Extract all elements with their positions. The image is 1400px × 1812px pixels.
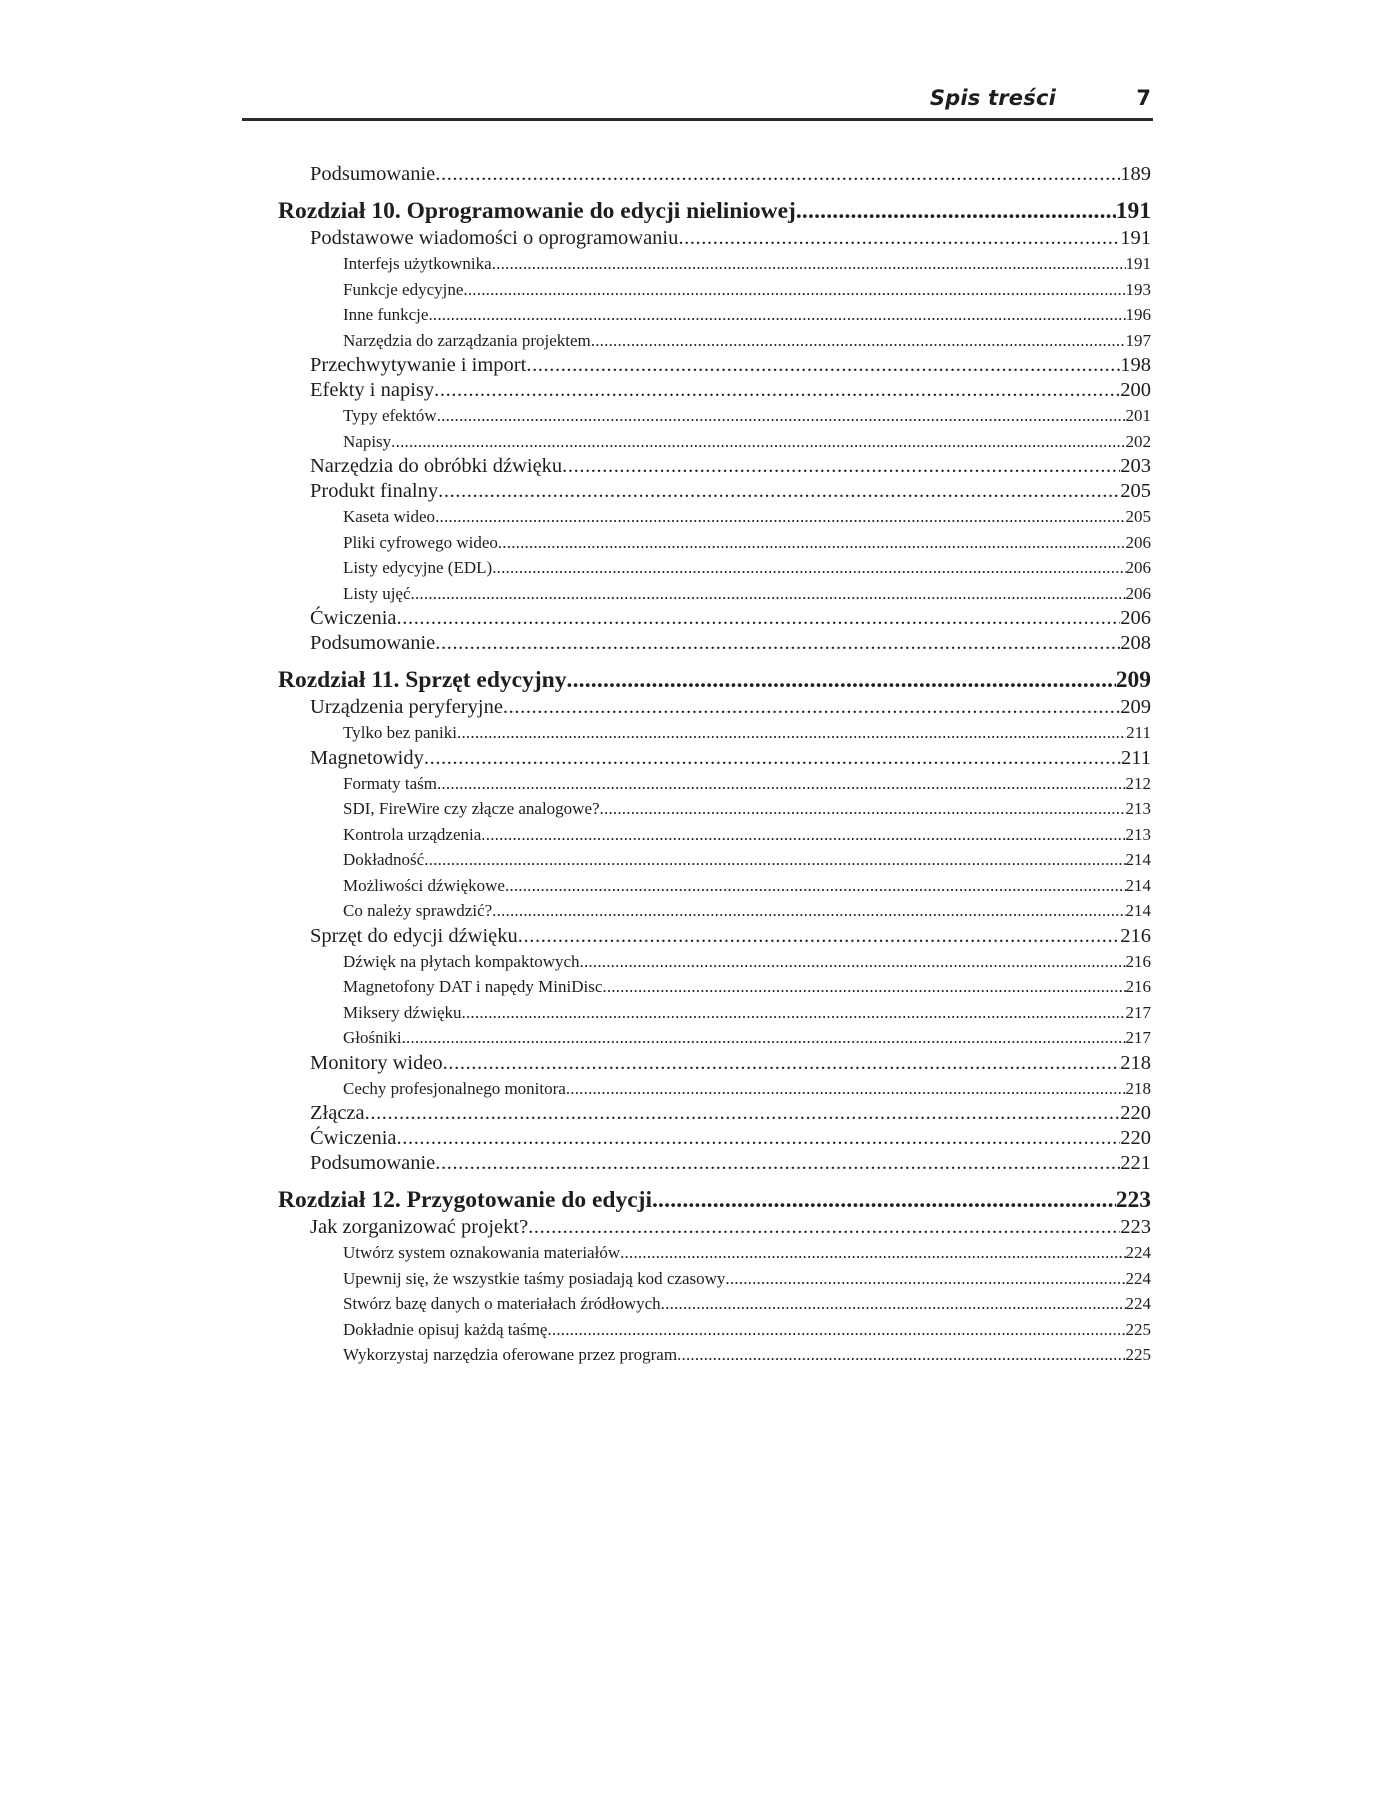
dot-leader — [428, 302, 1125, 328]
toc-entry-title: Formaty taśm — [343, 773, 437, 793]
toc-entry-title: Cechy profesjonalnego monitora — [343, 1078, 566, 1098]
toc-subsection-entry — [278, 1240, 1151, 1266]
toc-entry-title: Typy efektów — [343, 406, 437, 425]
running-header-title: Spis treści — [929, 86, 1056, 110]
dot-leader — [678, 226, 1120, 251]
toc-entry-page: 217 — [1125, 1028, 1151, 1047]
toc-entry-page: 196 — [1125, 305, 1151, 324]
toc-entry-page: 205 — [1120, 480, 1151, 502]
dot-leader — [443, 1051, 1121, 1076]
toc-entry-title: Inne funkcje — [343, 305, 429, 324]
dot-leader — [498, 530, 1126, 556]
dot-leader — [725, 1266, 1125, 1292]
dot-leader — [434, 378, 1120, 403]
toc-entry-title: SDI, FireWire czy złącze analogowe? — [343, 799, 600, 818]
dot-leader — [528, 1215, 1120, 1240]
toc-entry-title: Wykorzystaj narzędzia oferowane przez program — [343, 1345, 678, 1364]
toc-entry-page: 216 — [1125, 977, 1151, 996]
toc-entry-title: Dokładnie opisuj każdą taśmę — [343, 1319, 548, 1339]
toc-entry-title: Magnetowidy — [310, 746, 424, 769]
dot-leader — [518, 924, 1120, 949]
toc-entry-title: Listy edycyjne (EDL) — [343, 558, 493, 577]
toc-section-entry — [278, 1101, 1151, 1126]
toc-section-entry — [278, 746, 1151, 771]
toc-entry-title: Kontrola urządzenia — [343, 824, 482, 844]
toc-entry-title: Kaseta wideo — [343, 507, 436, 526]
toc-entry-page: 224 — [1125, 1268, 1151, 1288]
toc-entry-page: 221 — [1120, 1152, 1151, 1174]
toc-entry-title: Funkcje edycyjne — [343, 279, 464, 299]
toc-entry-title: Tylko bez paniki — [343, 723, 458, 742]
toc-entry-title: Utwórz system oznakowania materiałów — [343, 1243, 621, 1262]
toc-section-entry — [278, 1051, 1151, 1076]
toc-subsection-entry — [278, 873, 1151, 899]
dot-leader — [463, 277, 1125, 303]
toc-entry-page: 224 — [1125, 1294, 1151, 1313]
dot-leader — [652, 1185, 1116, 1215]
toc-subsection-entry — [278, 251, 1151, 277]
dot-leader — [562, 454, 1120, 479]
toc-subsection-entry — [278, 898, 1151, 924]
toc-section-entry — [278, 1126, 1151, 1151]
dot-leader — [602, 974, 1125, 1000]
toc-section-entry — [278, 479, 1151, 504]
toc-entry-page: 209 — [1115, 667, 1151, 693]
dot-leader — [661, 1291, 1126, 1317]
toc-subsection-entry — [278, 847, 1151, 873]
dot-leader — [481, 822, 1125, 848]
toc-entry-page: 197 — [1125, 330, 1151, 350]
dot-leader — [492, 251, 1126, 277]
toc-entry-title: Pliki cyfrowego wideo — [343, 532, 498, 552]
toc-section-entry — [278, 378, 1151, 403]
dot-leader — [435, 162, 1120, 187]
toc-entry-title: Przechwytywanie i import — [310, 354, 527, 376]
toc-entry-title: Urządzenia peryferyjne — [310, 696, 503, 718]
toc-entry-page: 214 — [1125, 901, 1151, 920]
toc-subsection-entry — [278, 796, 1151, 822]
toc-entry-page: 200 — [1120, 379, 1151, 401]
dot-leader — [492, 898, 1125, 924]
toc-entry-title: Interfejs użytkownika — [343, 254, 492, 273]
toc-entry-page: 214 — [1125, 875, 1151, 895]
toc-subsection-entry — [278, 822, 1151, 848]
page-number: 7 — [1136, 86, 1151, 110]
dot-leader — [411, 581, 1126, 607]
toc-subsection-entry — [278, 1291, 1151, 1317]
toc-entry-title: Magnetofony DAT i napędy MiniDisc — [343, 977, 603, 996]
toc-entry-page: 225 — [1125, 1345, 1151, 1364]
toc-section-entry — [278, 631, 1151, 656]
toc-chapter-entry — [278, 665, 1151, 695]
toc-entry-page: 191 — [1115, 198, 1151, 224]
toc-entry-title: Narzędzia do zarządzania projektem — [343, 330, 591, 350]
toc-entry-title: Ćwiczenia — [310, 1127, 397, 1149]
dot-leader — [503, 695, 1120, 720]
dot-leader — [591, 328, 1126, 354]
toc-subsection-entry — [278, 771, 1151, 797]
toc-entry-page: 203 — [1120, 455, 1151, 477]
toc-entry-page: 189 — [1120, 163, 1151, 185]
toc-subsection-entry — [278, 1076, 1151, 1102]
dot-leader — [435, 631, 1120, 656]
toc-entry-page: 212 — [1125, 773, 1151, 793]
dot-leader — [492, 555, 1125, 581]
toc-subsection-entry — [278, 277, 1151, 303]
toc-subsection-entry — [278, 429, 1151, 455]
toc-entry-title: Narzędzia do obróbki dźwięku — [310, 455, 563, 477]
toc-entry-page: 198 — [1120, 354, 1151, 376]
toc-subsection-entry — [278, 302, 1151, 328]
toc-entry-page: 216 — [1125, 951, 1151, 971]
toc-entry-title: Co należy sprawdzić? — [343, 901, 493, 920]
toc-subsection-entry — [278, 504, 1151, 530]
toc-entry-page: 223 — [1120, 1216, 1151, 1238]
toc-section-entry — [278, 1151, 1151, 1176]
toc-section-entry — [278, 353, 1151, 378]
dot-leader — [600, 796, 1126, 822]
dot-leader — [391, 429, 1125, 455]
toc-entry-title: Podsumowanie — [310, 632, 436, 654]
toc-entry-page: 211 — [1126, 723, 1151, 742]
toc-entry-title: Dźwięk na płytach kompaktowych — [343, 951, 580, 971]
toc-subsection-entry — [278, 1266, 1151, 1292]
dot-leader — [435, 1151, 1120, 1176]
toc-entry-title: Miksery dźwięku — [343, 1002, 462, 1022]
toc-subsection-entry — [278, 581, 1151, 607]
toc-entry-title: Rozdział 11. Sprzęt edycyjny — [278, 667, 567, 693]
toc-section-entry — [278, 606, 1151, 631]
toc-entry-title: Podsumowanie — [310, 163, 436, 185]
toc-entry-page: 213 — [1125, 799, 1151, 818]
toc-entry-title: Rozdział 10. Oprogramowanie do edycji nieliniowej — [278, 198, 796, 224]
dot-leader — [437, 403, 1126, 429]
toc-entry-page: 224 — [1125, 1243, 1151, 1262]
toc-entry-title: Monitory wideo — [310, 1051, 443, 1074]
toc-entry-page: 193 — [1125, 279, 1151, 299]
toc-entry-title: Napisy — [343, 431, 392, 451]
dot-leader — [402, 1025, 1126, 1051]
toc-subsection-entry — [278, 555, 1151, 581]
dot-leader — [547, 1317, 1125, 1343]
toc-section-entry — [278, 695, 1151, 720]
toc-entry-title: Rozdział 12. Przygotowanie do edycji — [278, 1187, 652, 1213]
toc-entry-page: 211 — [1121, 746, 1151, 769]
toc-subsection-entry — [278, 530, 1151, 556]
dot-leader — [505, 873, 1126, 899]
toc-entry-page: 191 — [1125, 254, 1151, 273]
dot-leader — [424, 746, 1121, 771]
dot-leader — [580, 949, 1126, 975]
toc-entry-page: 206 — [1125, 583, 1151, 603]
table-of-contents — [278, 162, 1151, 1368]
dot-leader — [620, 1240, 1125, 1266]
toc-entry-page: 206 — [1120, 607, 1151, 629]
dot-leader — [457, 720, 1126, 746]
toc-entry-page: 214 — [1125, 850, 1151, 869]
dot-leader — [567, 665, 1116, 695]
toc-entry-title: Głośniki — [343, 1028, 402, 1047]
toc-entry-title: Złącza — [310, 1102, 365, 1124]
dot-leader — [365, 1101, 1121, 1126]
toc-entry-title: Jak zorganizować projekt? — [310, 1216, 529, 1238]
toc-entry-page: 202 — [1125, 431, 1151, 451]
toc-entry-page: 223 — [1115, 1187, 1151, 1213]
toc-entry-title: Podsumowanie — [310, 1152, 436, 1174]
dot-leader — [566, 1076, 1126, 1102]
dot-leader — [397, 1126, 1121, 1151]
toc-entry-title: Efekty i napisy — [310, 379, 435, 401]
dot-leader — [677, 1342, 1125, 1368]
toc-entry-page: 225 — [1125, 1319, 1151, 1339]
toc-subsection-entry — [278, 949, 1151, 975]
toc-subsection-entry — [278, 1317, 1151, 1343]
toc-section-entry — [278, 162, 1151, 187]
toc-entry-page: 213 — [1125, 824, 1151, 844]
toc-entry-page: 206 — [1125, 558, 1151, 577]
toc-entry-page: 205 — [1125, 507, 1151, 526]
toc-chapter-entry — [278, 196, 1151, 226]
toc-subsection-entry — [278, 720, 1151, 746]
toc-section-entry — [278, 454, 1151, 479]
toc-entry-title: Stwórz bazę danych o materiałach źródłowych — [343, 1294, 661, 1313]
page-header — [242, 84, 1153, 121]
dot-leader — [438, 479, 1120, 504]
toc-entry-page: 220 — [1120, 1102, 1151, 1124]
toc-subsection-entry — [278, 328, 1151, 354]
toc-entry-page: 206 — [1125, 532, 1151, 552]
toc-entry-title: Listy ujęć — [343, 583, 411, 603]
toc-entry-page: 216 — [1120, 924, 1151, 947]
toc-section-entry — [278, 226, 1151, 251]
toc-entry-title: Sprzęt do edycji dźwięku — [310, 924, 518, 947]
toc-entry-page: 217 — [1125, 1002, 1151, 1022]
dot-leader — [526, 353, 1120, 378]
toc-entry-page: 220 — [1120, 1127, 1151, 1149]
toc-subsection-entry — [278, 1342, 1151, 1368]
toc-entry-title: Ćwiczenia — [310, 607, 397, 629]
dot-leader — [435, 504, 1125, 530]
toc-entry-page: 218 — [1120, 1051, 1151, 1074]
toc-entry-title: Upewnij się, że wszystkie taśmy posiadają kod czasowy — [343, 1268, 726, 1288]
toc-section-entry — [278, 924, 1151, 949]
toc-entry-title: Podstawowe wiadomości o oprogramowaniu — [310, 227, 679, 249]
toc-entry-page: 209 — [1120, 696, 1151, 718]
toc-section-entry — [278, 1215, 1151, 1240]
toc-subsection-entry — [278, 403, 1151, 429]
toc-entry-title: Możliwości dźwiękowe — [343, 875, 505, 895]
dot-leader — [462, 1000, 1126, 1026]
toc-entry-title: Produkt finalny — [310, 480, 439, 502]
dot-leader — [796, 196, 1116, 226]
dot-leader — [397, 606, 1121, 631]
toc-subsection-entry — [278, 1000, 1151, 1026]
toc-entry-page: 218 — [1125, 1078, 1151, 1098]
dot-leader — [424, 847, 1125, 873]
dot-leader — [437, 771, 1126, 797]
toc-subsection-entry — [278, 1025, 1151, 1051]
toc-entry-page: 201 — [1125, 406, 1151, 425]
toc-chapter-entry — [278, 1185, 1151, 1215]
toc-entry-page: 191 — [1120, 227, 1151, 249]
toc-subsection-entry — [278, 974, 1151, 1000]
toc-entry-title: Dokładność — [343, 850, 425, 869]
toc-entry-page: 208 — [1120, 632, 1151, 654]
